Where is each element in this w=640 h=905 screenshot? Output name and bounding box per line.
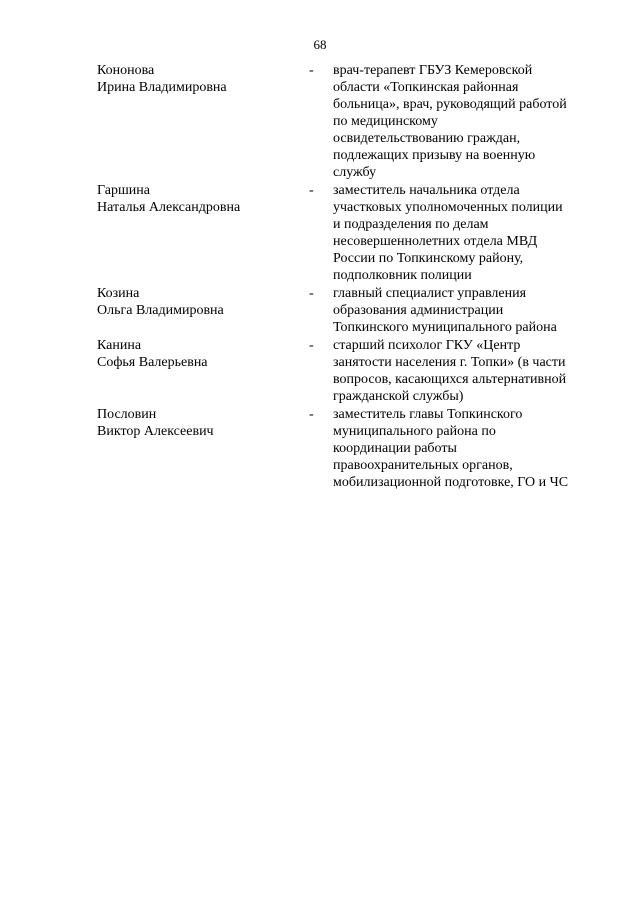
position-line: заместитель главы Топкинского [333,407,523,422]
position-line: вопросов, касающихся альтернативной [333,372,567,387]
position-line: правоохранительных органов, [333,458,513,473]
member-name [97,406,309,440]
member-name [97,337,309,371]
member-entry-kononova [97,62,597,181]
member-surname: Гаршина [97,183,150,198]
member-given-names: Ольга Владимировна [97,303,224,318]
member-entry-kanina [97,337,597,405]
position-line: освидетельствованию граждан, [333,131,521,146]
member-entry-kozina [97,285,597,336]
position-line: главный специалист управления [333,286,527,301]
position-line: больница», врач, руководящий работой [333,97,567,112]
position-line: муниципального района по [333,424,496,439]
member-given-names: Наталья Александровна [97,200,241,215]
member-position [333,182,595,284]
position-line: области «Топкинская районная [333,80,519,95]
position-line: подлежащих призыву на военную [333,148,536,163]
member-name [97,285,309,319]
separator-dash: - [309,183,314,198]
position-line: занятости населения г. Топки» (в части [333,355,566,370]
member-position [333,62,595,181]
member-position [333,337,595,405]
position-line: заместитель начальника отдела [333,183,520,198]
position-line: Топкинского муниципального района [333,320,557,335]
position-line: врач-терапевт ГБУЗ Кемеровской [333,63,533,78]
member-surname: Кононова [97,63,155,78]
position-line: подполковник полиции [333,268,472,283]
separator-dash: - [309,407,314,422]
position-line: по медицинскому [333,114,438,129]
position-line: старший психолог ГКУ «Центр [333,338,521,353]
position-line: мобилизационной подготовке, ГО и ЧС [333,475,569,490]
separator-dash: - [309,338,314,353]
member-position [333,285,595,336]
member-given-names: Виктор Алексеевич [97,424,214,439]
member-entry-garshina [97,182,597,284]
member-surname: Козина [97,286,140,301]
member-position [333,406,595,491]
page-number: 68 [313,37,327,52]
member-entry-poslovin [97,406,597,491]
position-line: и подразделения по делам [333,217,489,232]
commission-members-list [97,62,597,491]
position-line: координации работы [333,441,457,456]
member-given-names: Ирина Владимировна [97,80,227,95]
position-line: несовершеннолетних отдела МВД [333,234,538,249]
member-surname: Пословин [97,407,157,422]
position-line: участковых уполномоченных полиции [333,200,563,215]
position-line: образования администрации [333,303,504,318]
position-line: гражданской службы) [333,389,464,404]
member-surname: Канина [97,338,142,353]
separator-dash: - [309,63,314,78]
position-line: России по Топкинскому району, [333,251,524,266]
member-name [97,182,309,216]
separator-dash: - [309,286,314,301]
member-given-names: Софья Валерьевна [97,355,208,370]
position-line: службу [333,165,377,180]
member-name [97,62,309,96]
